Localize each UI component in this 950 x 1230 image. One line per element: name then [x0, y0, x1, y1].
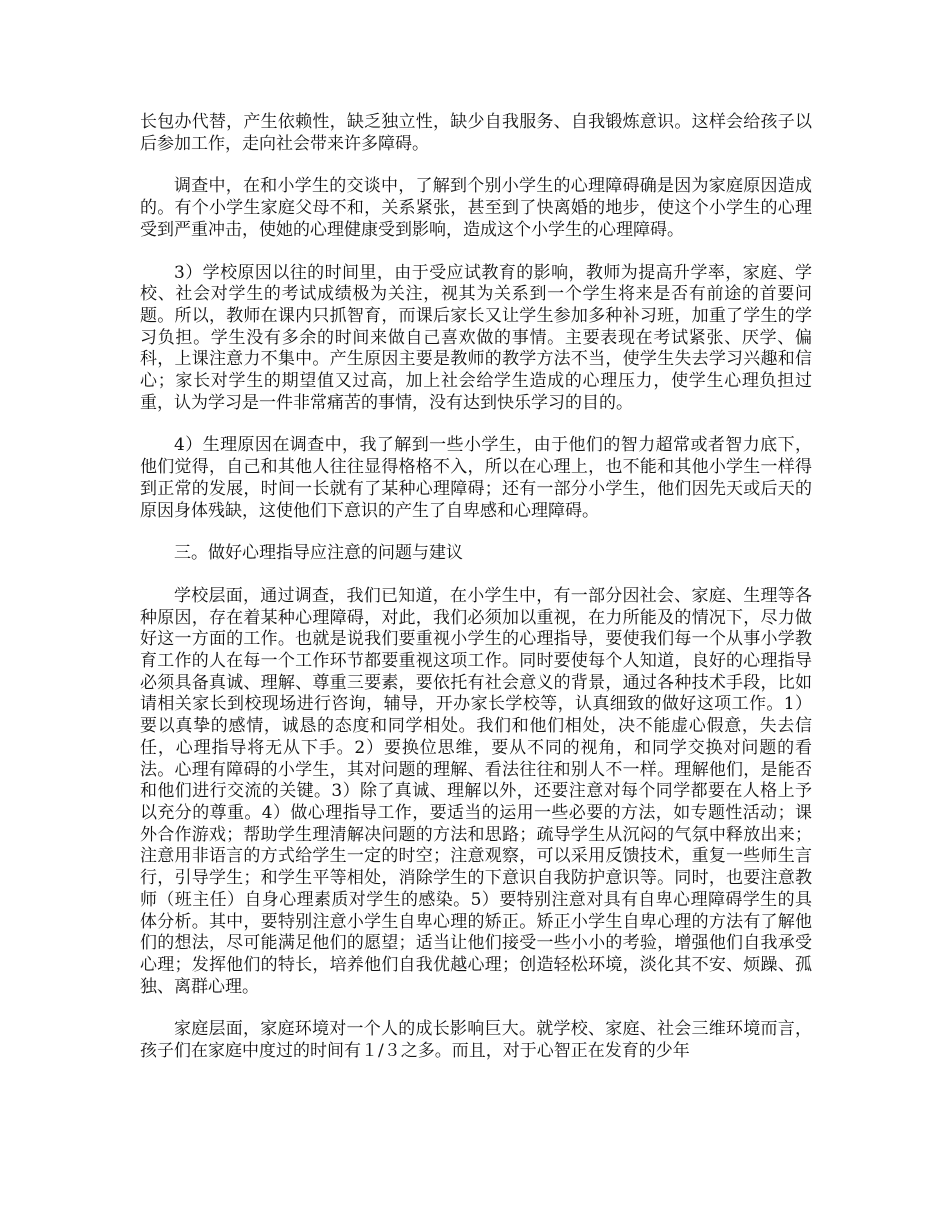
paragraph-4: 4）生理原因在调查中，我了解到一些小学生，由于他们的智力超常或者智力底下，他们觉得，自己和其他人往往显得格格不入，所以在心理上，也不能和其他小学生一样得到正常的发展，时间一长就有了某种心理障碍；还有一部分小学生，他们因先天或后天的原因身体残缺，这使他们下意识的产生了自卑感和心理障碍。	[140, 435, 812, 521]
paragraph-2: 调查中，在和小学生的交谈中，了解到个别小学生的心理障碍确是因为家庭原因造成的。有个小学生家庭父母不和，关系紧张，甚至到了快离婚的地步，使这个小学生的心理受到严重冲击，使她的心理健康受到影响，造成这个小学生的心理障碍。	[140, 176, 812, 240]
section-heading: 三。做好心理指导应注意的问题与建议	[174, 543, 463, 564]
paragraph-1: 长包办代替，产生依赖性，缺乏独立性，缺少自我服务、自我锻炼意识。这样会给孩子以后参加工作，走向社会带来许多障碍。	[140, 112, 812, 154]
paragraph-6: 学校层面，通过调查，我们已知道，在小学生中，有一部分因社会、家庭、生理等各种原因，存在着某种心理障碍，对此，我们必须加以重视，在力所能及的情况下，尽力做好这一方面的工作。也就是说我们要重视小学生的心理指导，要使我们每一个从事小学教育工作的人在每一个工作环节都要重视这项工作。同时要使每个人知道，良好的心理指导必须具备真诚、理解、尊重三要素，要依托有社会意义的背景，通过各种技术手段，比如请相关家长到校现场进行咨询，辅导，开办家长学校等，认真细致的做好这项工作。1）要以真挚的感情，诚恳的态度和同学相处。我们和他们相处，决不能虚心假意，失去信任，心理指导将无从下手。2）要换位思维，要从不同的视角，和同学交换对问题的看法。心理有障碍的小学生，其对问题的理解、看法往往和别人不一样。理解他们，是能否和他们进行交流的关键。3）除了真诚、理解以外，还要注意对每个同学都要在人格上予以充分的尊重。4）做心理指导工作，要适当的运用一些必要的方法，如专题性活动；课外合作游戏；帮助学生理清解决问题的方法和思路；疏导学生从沉闷的气氛中释放出来；注意用非语言的方式给学生一定的时空；注意观察，可以采用反馈技术，重复一些师生言行，引导学生；和学生平等相处，消除学生的下意识自我防护意识等。同时，也要注意教师（班主任）自身心理素质对学生的感染。5）要特别注意对具有自卑心理障碍学生的具体分析。其中，要特别注意小学生自卑心理的矫正。矫正小学生自卑心理的方法有了解他们的想法，尽可能满足他们的愿望；适当让他们接受一些小小的考验，增强他们自我承受心理；发挥他们的特长，培养他们自我优越心理；创造轻松环境，淡化其不安、烦躁、孤独、离群心理。	[140, 585, 812, 997]
document-page	[140, 112, 812, 1084]
paragraph-3: 3）学校原因以往的时间里，由于受应试教育的影响，教师为提高升学率，家庭、学校、社会对学生的考试成绩极为关注，视其为关系到一个学生将来是否有前途的首要问题。所以，教师在课内只抓智育，而课后家长又让学生参加多种补习班，加重了学生的学习负担。学生没有多余的时间来做自己喜欢做的事情。主要表现在考试紧张、厌学、偏科，上课注意力不集中。产生原因主要是教师的教学方法不当，使学生失去学习兴趣和信心；家长对学生的期望值又过高，加上社会给学生造成的心理压力，使学生心理负担过重，认为学习是一件非常痛苦的事情，没有达到快乐学习的目的。	[140, 262, 812, 413]
paragraph-7: 家庭层面，家庭环境对一个人的成长影响巨大。就学校、家庭、社会三维环境而言，孩子们在家庭中度过的时间有１/３之多。而且，对于心智正在发育的少年	[140, 1019, 812, 1062]
